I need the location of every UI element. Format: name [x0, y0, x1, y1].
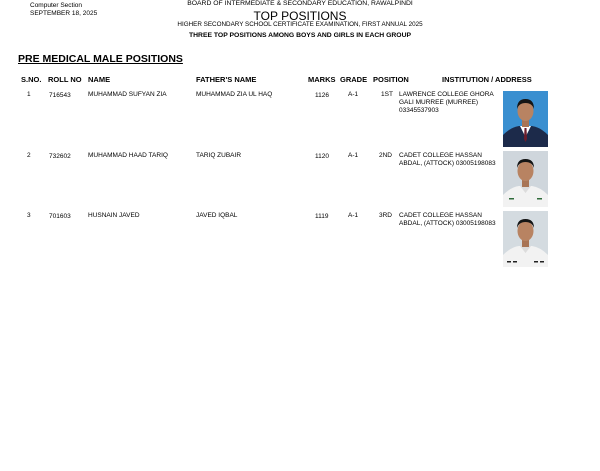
- col-name: NAME: [88, 75, 111, 84]
- row-position: 1ST: [381, 91, 393, 98]
- row-sno: 3: [27, 212, 31, 219]
- student-portrait-icon: [503, 151, 548, 207]
- row-grade: A-1: [348, 212, 359, 219]
- row-name: MUHAMMAD HAAD TARIQ: [88, 152, 168, 159]
- row-name: HUSNAIN JAVED: [88, 212, 140, 219]
- row-institution: LAWRENCE COLLEGE GHORA GALI MURREE (MURREE) 03345537903: [399, 91, 494, 114]
- board-name: BOARD OF INTERMEDIATE & SECONDARY EDUCATION, RAWALPINDI: [187, 0, 413, 7]
- meta-section-label: Computer Section: [30, 2, 83, 9]
- col-sno: S.NO.: [21, 75, 42, 84]
- row-grade: A-1: [348, 91, 359, 98]
- row-roll: 732602: [49, 153, 71, 160]
- col-marks: MARKS: [308, 75, 336, 84]
- col-position: POSITION: [373, 75, 409, 84]
- row-father: MUHAMMAD ZIA UL HAQ: [196, 91, 273, 98]
- student-portrait-icon: [503, 91, 548, 147]
- row-institution: CADET COLLEGE HASSAN ABDAL, (ATTOCK) 03005198083: [399, 152, 496, 167]
- page-title: TOP POSITIONS: [253, 9, 347, 23]
- row-sno: 1: [27, 91, 31, 98]
- row-grade: A-1: [348, 152, 359, 159]
- row-name: MUHAMMAD SUFYAN ZIA: [88, 91, 167, 98]
- exam-subtitle: HIGHER SECONDARY SCHOOL CERTIFICATE EXAMINATION, FIRST ANNUAL 2025: [177, 21, 423, 28]
- student-photo: [503, 211, 548, 267]
- row-roll: 716543: [49, 92, 71, 99]
- positions-tagline: THREE TOP POSITIONS AMONG BOYS AND GIRLS IN EACH GROUP: [188, 32, 412, 39]
- student-portrait-icon: [503, 211, 548, 267]
- row-marks: 1126: [315, 92, 329, 99]
- row-sno: 2: [27, 152, 31, 159]
- col-father: FATHER'S NAME: [196, 75, 257, 84]
- row-marks: 1119: [315, 213, 329, 220]
- meta-date: SEPTEMBER 18, 2025: [30, 10, 98, 17]
- student-photo: [503, 91, 548, 147]
- row-marks: 1120: [315, 153, 329, 160]
- section-title: PRE MEDICAL MALE POSITIONS: [18, 53, 183, 65]
- row-position: 2ND: [379, 152, 393, 159]
- row-roll: 701603: [49, 213, 71, 220]
- row-position: 3RD: [379, 212, 393, 219]
- col-grade: GRADE: [340, 75, 368, 84]
- student-photo: [503, 151, 548, 207]
- row-father: JAVED IQBAL: [196, 212, 238, 219]
- col-institution: INSTITUTION / ADDRESS: [442, 75, 532, 84]
- col-roll: ROLL NO: [48, 75, 82, 84]
- row-institution: CADET COLLEGE HASSAN ABDAL, (ATTOCK) 03005198083: [399, 212, 496, 227]
- row-father: TARIQ ZUBAIR: [196, 152, 242, 159]
